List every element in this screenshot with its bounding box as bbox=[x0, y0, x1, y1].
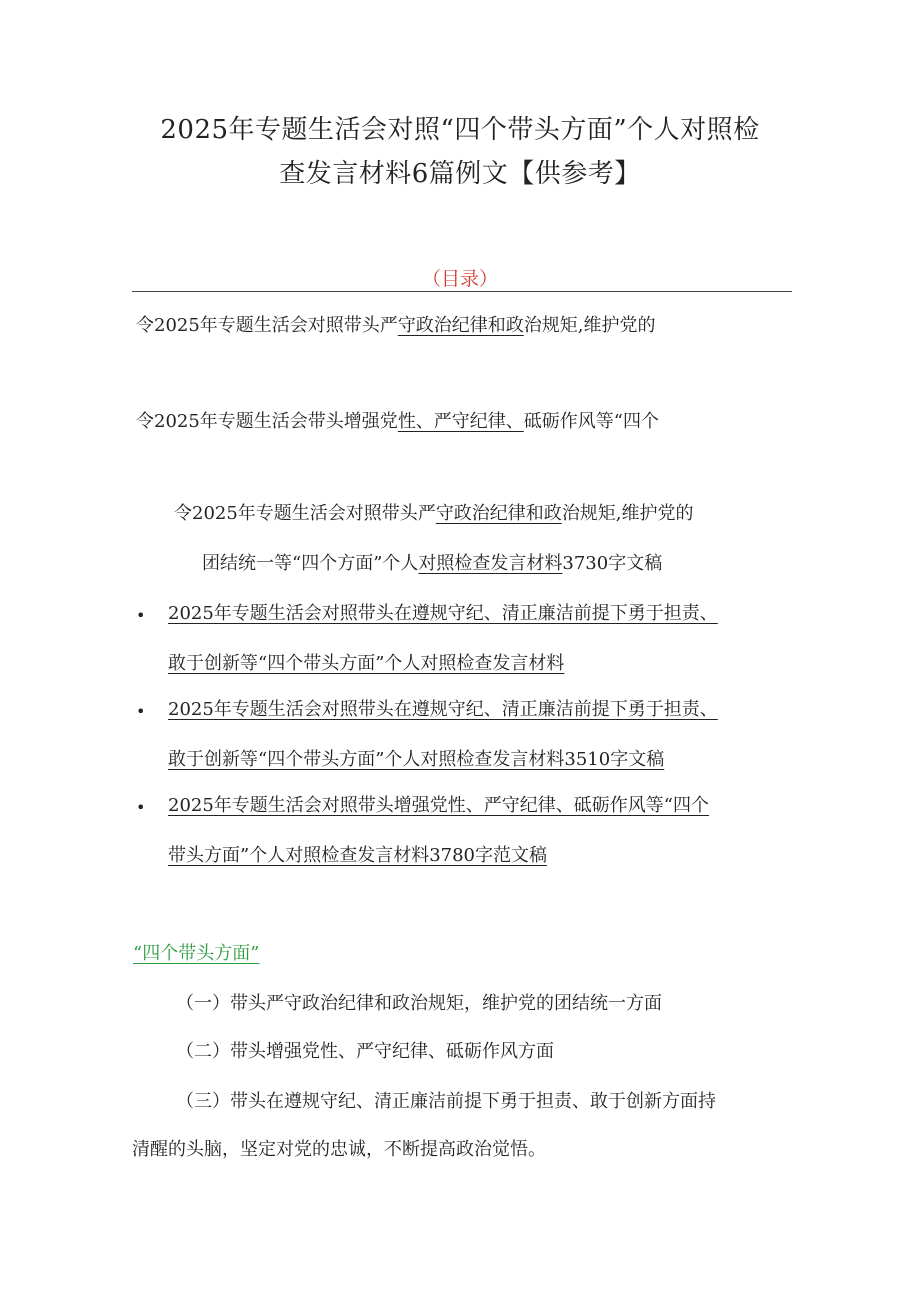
toc-heading: （目录） bbox=[421, 268, 498, 290]
toc-entry-3-suffix: 治规矩,维护党的 bbox=[561, 503, 694, 524]
toc-entry-1-link[interactable]: 守政治纪律和政 bbox=[397, 315, 524, 336]
toc-entry-3-line-1[interactable] bbox=[174, 500, 694, 528]
section-item-1: （一）带头严守政治纪律和政治规矩，维护党的团结统一方面 bbox=[176, 993, 662, 1014]
toc-entry-3-line-2-link[interactable]: 对照检查发言材料 bbox=[418, 553, 563, 574]
toc-bullet-3-line-2[interactable]: 带头方面”个人对照检查发言材料3780字范文稿 bbox=[168, 845, 548, 866]
toc-entry-3-link[interactable]: 守政治纪律和政 bbox=[435, 503, 562, 524]
toc-bullet-3-line-1[interactable]: 2025年专题生活会对照带头增强党性、严守纪律、砥砺作风等“四个 bbox=[168, 795, 710, 816]
toc-entry-3-prefix: 令2025年专题生活会对照带头严 bbox=[174, 503, 436, 524]
document-title-line-2: 查发言材料6篇例文【供参考】 bbox=[279, 159, 641, 189]
toc-bullet-2-line-1[interactable]: 2025年专题生活会对照带头在遵规守纪、清正廉洁前提下勇于担责、 bbox=[168, 699, 718, 720]
toc-divider bbox=[132, 291, 792, 292]
toc-entry-1-suffix: 治规矩,维护党的 bbox=[523, 315, 656, 336]
bullet-icon: • bbox=[136, 702, 146, 721]
toc-entry-3-line-2-suffix: 3730字文稿 bbox=[562, 553, 663, 574]
toc-entry-2-prefix: 令2025年专题生活会带头增强党 bbox=[136, 411, 398, 432]
toc-entry-3-line-2-prefix: 团结统一等“四个方面”个人 bbox=[202, 553, 419, 574]
toc-entry-2-suffix: 砥砺作风等“四个 bbox=[523, 411, 660, 432]
toc-entry-2[interactable] bbox=[136, 408, 659, 436]
section-item-3-line-1: （三）带头在遵规守纪、清正廉洁前提下勇于担责、敢于创新方面持 bbox=[176, 1091, 716, 1112]
toc-entry-1[interactable] bbox=[136, 312, 656, 340]
bullet-icon: • bbox=[136, 798, 146, 817]
toc-bullet-1-line-1[interactable]: 2025年专题生活会对照带头在遵规守纪、清正廉洁前提下勇于担责、 bbox=[168, 603, 718, 624]
document-title-line-1: 2025年专题生活会对照“四个带头方面”个人对照检 bbox=[160, 115, 760, 145]
toc-bullet-2-line-2[interactable]: 敢于创新等“四个带头方面”个人对照检查发言材料3510字文稿 bbox=[168, 749, 665, 770]
toc-entry-3-line-2[interactable] bbox=[202, 550, 662, 578]
toc-entry-2-link[interactable]: 性、严守纪律、 bbox=[397, 411, 524, 432]
section-item-3-line-2: 清醒的头脑，坚定对党的忠诚，不断提高政治觉悟。 bbox=[132, 1139, 546, 1160]
toc-bullet-1-line-2[interactable]: 敢于创新等“四个带头方面”个人对照检查发言材料 bbox=[168, 653, 565, 674]
bullet-icon: • bbox=[136, 606, 146, 625]
section-item-2: （二）带头增强党性、严守纪律、砥砺作风方面 bbox=[176, 1041, 554, 1062]
section-heading-link[interactable]: “四个带头方面” bbox=[133, 943, 260, 964]
toc-entry-1-prefix: 令2025年专题生活会对照带头严 bbox=[136, 315, 398, 336]
